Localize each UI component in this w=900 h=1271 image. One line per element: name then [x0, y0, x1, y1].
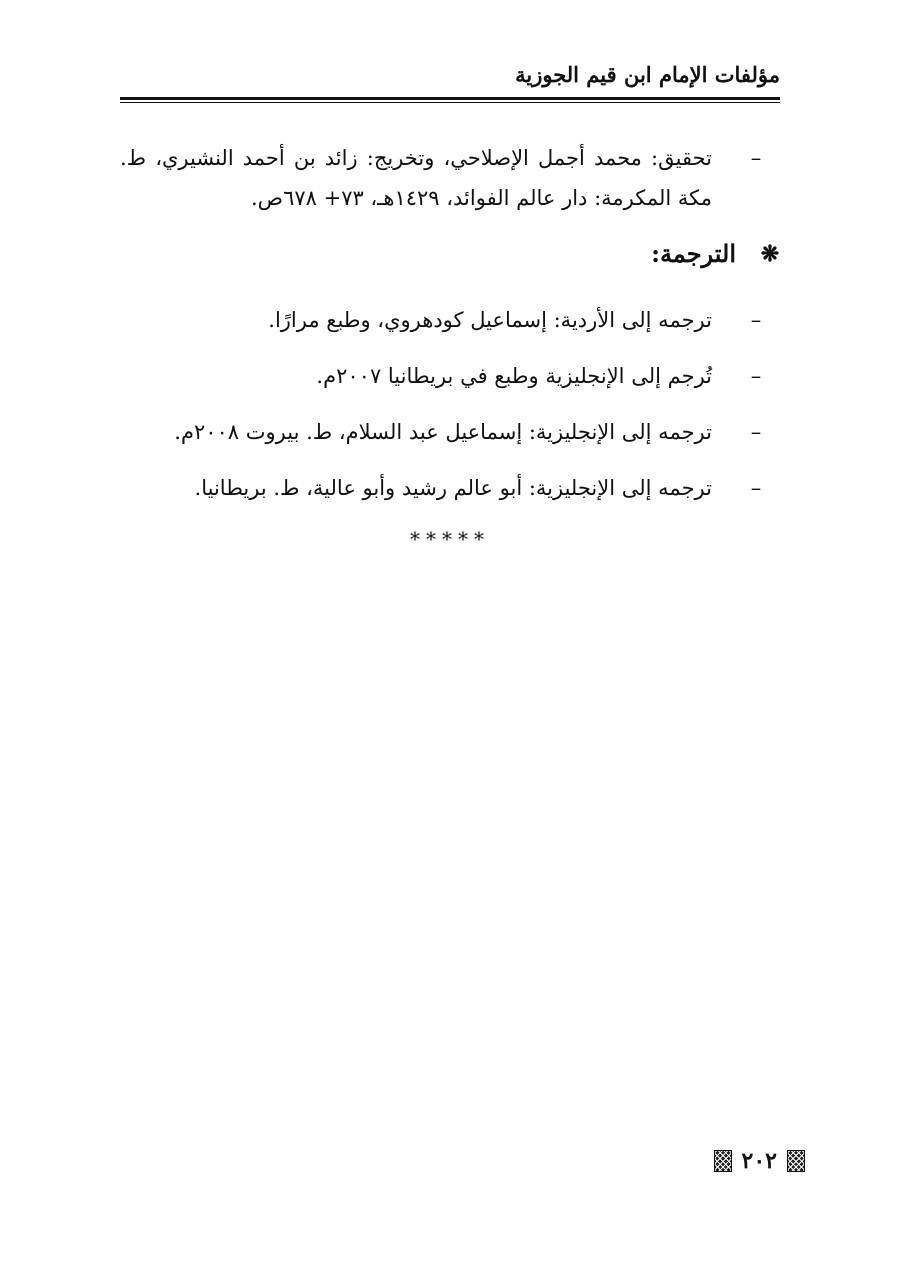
folio-ornament-left-icon	[714, 1150, 732, 1172]
list-item-text: تُرجم إلى الإنجليزية وطبع في بريطانيا ٢٠٠٧م.	[316, 364, 712, 388]
list-item	[120, 412, 780, 452]
asterisk-ornament-icon: ❋	[760, 241, 780, 267]
dash-marker: –	[750, 420, 762, 444]
dash-marker: –	[750, 308, 762, 332]
translation-list	[120, 300, 780, 508]
page-number: ٢٠٢	[741, 1148, 777, 1174]
page-content	[120, 138, 780, 554]
running-header	[120, 58, 780, 92]
header-rule-thin	[120, 102, 780, 103]
folio	[714, 1146, 805, 1176]
edition-entry-text: تحقيق: محمد أجمل الإصلاحي، وتخريج: زائد بن أحمد النشيري، ط. مكة المكرمة: دار عالم الفوائد، ١٤٢٩هـ، ٧٣+ ٦٧٨ص.	[120, 146, 712, 210]
list-item	[120, 356, 780, 396]
section-separator: *****	[410, 527, 490, 551]
running-title: مؤلفات الإمام ابن قيم الجوزية	[515, 62, 780, 87]
list-item-text: ترجمه إلى الأردية: إسماعيل كودهروي، وطبع مرارًا.	[268, 308, 712, 332]
list-item-text: ترجمه إلى الإنجليزية: إسماعيل عبد السلام، ط. بيروت ٢٠٠٨م.	[174, 420, 712, 444]
section-heading-text: الترجمة:	[651, 239, 736, 268]
list-item	[120, 468, 780, 508]
list-item	[120, 300, 780, 340]
dash-marker: –	[750, 146, 762, 170]
dash-marker: –	[750, 476, 762, 500]
dash-marker: –	[750, 364, 762, 388]
list-item-text: ترجمه إلى الإنجليزية: أبو عالم رشيد وأبو عالية، ط. بريطانيا.	[194, 476, 712, 500]
section-heading	[120, 234, 780, 274]
edition-entry	[120, 138, 780, 218]
header-rule-thick	[120, 97, 780, 100]
folio-ornament-right-icon	[787, 1150, 805, 1172]
